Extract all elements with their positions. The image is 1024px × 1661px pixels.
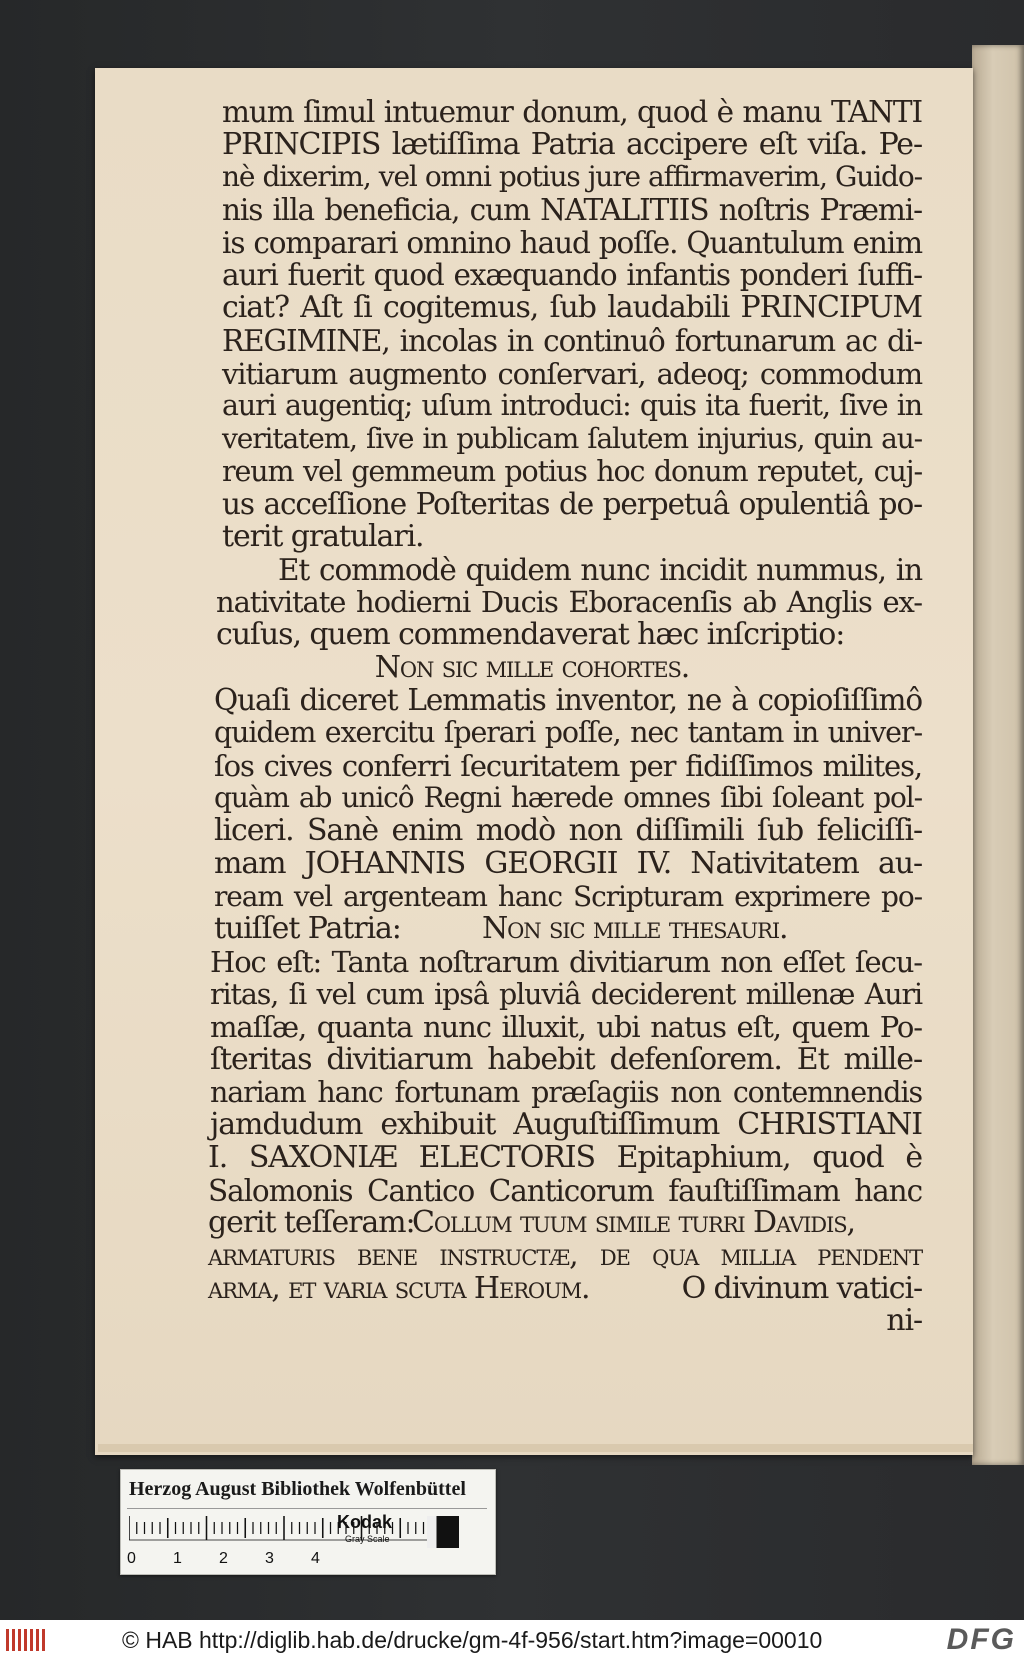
text-line: REGIMINE, incolas in continuô fortunarum ac di-	[222, 323, 922, 358]
copyright-link[interactable]: © HAB http://diglib.hab.de/drucke/gm-4f-956/start.htm?image=00010	[122, 1627, 823, 1653]
text-line: liceri. Sanè enim modò non diſſimili ſub feliciſſi-	[214, 813, 922, 849]
page-text: mum ſimul intuemur donum, quod è manu TANTI PRINCIPIS lætiſſima Patria accipere eſt viſa. Pe- nè dixerim, vel omni potius jure affirmaverim, Guido- nis illa beneficia, cum NATALITIIS noſtris Præmi- is comparari omnino haud poſſe. Quantulum enim auri fuerit quod exæquando infantis ponderi ſuffi- ciat? Aſt ſi cogitemus, ſub laudabili PRINCIPUM REGIMINE, incolas in continuô fortunarum ac di- vitiarum augmento conſervari, adeoq; commodum auri augentiq; uſum introduci: quis ita fuerit, ſive in veritatem, ſive in publicam ſalutem injurius, quin au- reum vel gemmeum potius hoc donum reputet, cuj- us acceſſione Poſteritas de perpetuâ opulentiâ po- terit gratulari. Et commodè quidem nunc incidit nummus, in nativitate hodierni Ducis Eboracenſis ab Anglis ex- cuſus, quem commendaverat hæc inſcriptio: Non sic mille cohortes. Quaſi diceret Lemmatis inventor, ne à copioſiſſimô quidem exercitu ſperari poſſe, nec tantam in univer- ſos cives conferri ſecuritatem per fidiſſimos milites, quàm ab unicô Regni hærede omnes ſibi ſoleant pol- liceri. Sanè enim modò non diſſimili ſub feliciſſi- mam JOHANNIS GEORGII IV. Nativitatem au- ream vel argenteam hanc Scripturam exprimere po- tuiſſet Patria: Non sic mille thesauri. Hoc eſt: Tanta noſtrarum divitiarum non eſſet ſecu- ritas, ſi vel cum ipsâ pluviâ deciderent millenæ Auri maſſæ, quanta nunc illuxit, ubi natus eſt, quem Po- ſteritas divitiarum habebit defenſorem. Et mille- nariam hanc fortunam præſagiis non contemnendis jamdudum exhibuit Auguſtiſſimum CHRISTIANI I. SAXONIÆ ELECTORIS Epitaphium, quod è Salomonis Cantico Canticorum fauſtiſſimam hanc gerit teſſeram: Collum tuum simile turri Davidis, armaturis bene instructæ, de qua millia pendent arma, et varia scuta Heroum. O divinum vatici- ni-	[222, 96, 922, 1338]
ruler-number: 4	[311, 1550, 320, 1567]
label-divider	[127, 1508, 487, 1509]
hab-logo-icon	[4, 1626, 48, 1654]
text-line: ritas, ſi vel cum ipsâ pluviâ deciderent millenæ Auri	[210, 977, 922, 1011]
text-line: ream vel argenteam hanc Scripturam exprimere po-	[214, 879, 922, 913]
dfg-logo: DFG	[946, 1623, 1016, 1656]
text-line: auri fuerit quod exæquando infantis ponderi ſuffi-	[222, 258, 922, 293]
text-line: nariam hanc fortunam præſagiis non contemnendis	[210, 1075, 922, 1109]
text-line: terit gratulari.	[222, 518, 424, 554]
text-line: ſos cives conferri ſecuritatem per fidiſſimos milites,	[214, 748, 922, 783]
scale-ruler-icon	[129, 1514, 439, 1546]
text-line: us acceſſione Poſteritas de perpetuâ opulentiâ po-	[222, 487, 922, 522]
inscription-motto: Non sic mille cohortes.	[374, 649, 690, 685]
text-line: ciat? Aſt ſi cogitemus, ſub laudabili PRINCIPUM	[222, 290, 922, 326]
inscription-motto: Non sic mille thesauri.	[482, 911, 788, 947]
catchword: ni-	[886, 1303, 922, 1339]
text-line: Hoc eſt: Tanta noſtrarum divitiarum non eſſet ſecu-	[210, 944, 922, 979]
paragraph-start-line: Et commodè quidem nunc incidit nummus, in	[278, 552, 922, 587]
ruler-number: 0	[127, 1550, 136, 1567]
text-line: mum ſimul intuemur donum, quod è manu TANTI	[222, 95, 922, 129]
text-line: Quaſi diceret Lemmatis inventor, ne à copioſiſſimô	[214, 683, 922, 718]
text-line: cuſus, quem commendaverat hæc inſcriptio:	[216, 617, 845, 652]
adjacent-page-edge	[972, 45, 1024, 1465]
kodak-gray-scale-caption: Gray Scale	[345, 1534, 390, 1544]
text-line: O divinum vatici-	[681, 1270, 922, 1306]
text-line: nè dixerim, vel omni potius jure affirmaverim, Guido-	[222, 160, 922, 194]
scripture-quote: Collum tuum simile turri Davidis,	[412, 1205, 855, 1241]
kodak-brand: Kodak	[337, 1512, 393, 1532]
library-name: Herzog August Bibliothek Wolfenbüttel	[129, 1478, 466, 1500]
text-line: nis illa beneficia, cum NATALITIIS noſtris Præmi-	[222, 193, 922, 228]
text-line: I. SAXONIÆ ELECTORIS Epitaphium, quod è	[208, 1140, 922, 1175]
text-line: ſteritas divitiarum habebit defenſorem. Et mille-	[210, 1041, 922, 1077]
text-line: is comparari omnino haud poſſe. Quantulum enim	[222, 225, 922, 260]
ruler-number: 3	[265, 1550, 274, 1567]
text-line: quàm ab unicô Regni hærede omnes ſibi ſoleant pol-	[214, 781, 922, 815]
scripture-quote: armaturis bene instructæ, de qua millia pendent	[208, 1238, 922, 1274]
text-line: Salomonis Cantico Canticorum fauſtiſſimam hanc	[208, 1173, 922, 1208]
library-color-target-label	[120, 1469, 496, 1575]
text-line: PRINCIPIS lætiſſima Patria accipere eſt viſa. Pe-	[222, 126, 922, 162]
text-line: quidem exercitu ſperari poſſe, nec tantam in univer-	[214, 716, 922, 750]
text-line: auri augentiq; uſum introduci: quis ita fuerit, ſive in	[222, 389, 922, 423]
ruler-number: 2	[219, 1550, 228, 1567]
text-line: reum vel gemmeum potius hoc donum reputet, cuj-	[222, 454, 922, 488]
text-line: veritatem, ſive in publicam ſalutem injurius, quin au-	[222, 421, 922, 455]
text-line: mam JOHANNIS GEORGII IV. Nativitatem au-	[214, 845, 922, 881]
viewer-footer	[0, 1620, 1024, 1661]
text-line: vitiarum augmento conſervari, adeoq; commodum	[222, 356, 922, 391]
gray-scale-swatch	[427, 1516, 459, 1548]
ruler-number: 1	[173, 1550, 182, 1567]
text-line: jamdudum exhibuit Auguſtiſſimum CHRISTIANI	[210, 1107, 922, 1143]
text-line: maſſæ, quanta nunc illuxit, ubi natus eſt, quem Po-	[210, 1010, 922, 1045]
text-line: nativitate hodierni Ducis Eboracenſis ab Anglis ex-	[216, 585, 922, 620]
page-bottom-edge	[98, 1444, 973, 1452]
